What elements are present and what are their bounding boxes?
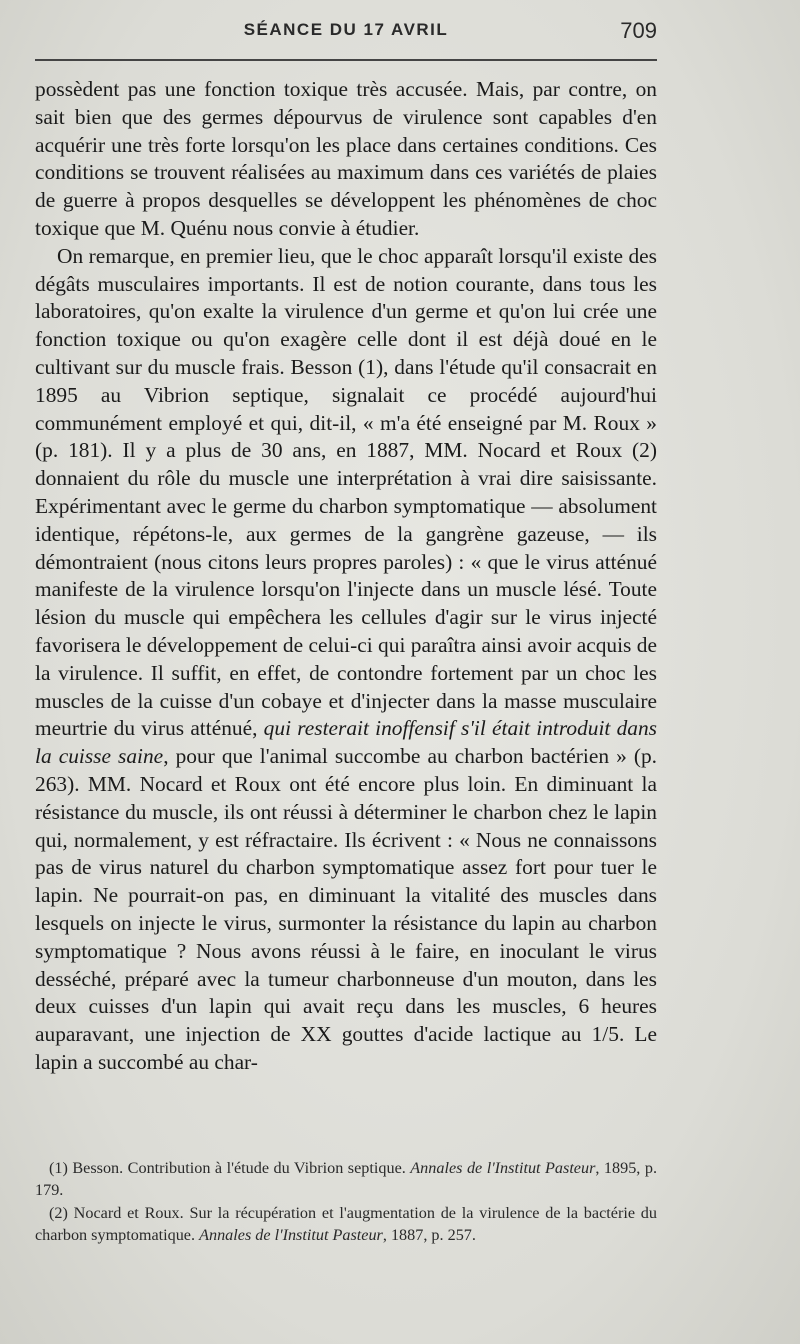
paragraph-1: possèdent pas une fonction toxique très accusée. Mais, par contre, on sait bien que des germes dépourvus de virulence sont capables d'en acquérir une très forte lorsqu'on les place dans certaines conditions. Ces conditions se trouvent réalisées au maximum dans ces variétés de plaies de guerre à propos desquelles se développent les phénomènes de choc toxique que M. Quénu nous convie à étudier. xyxy=(35,77,657,240)
footnote-2 xyxy=(35,1202,657,1247)
footnote-1-text-a: (1) Besson. Contribution à l'étude du Vibrion septique. xyxy=(49,1159,411,1177)
footnote-1 xyxy=(35,1157,657,1202)
body-text xyxy=(35,76,657,1077)
page-number: 709 xyxy=(620,18,657,43)
footnote-2-text-b: , 1887, p. 257. xyxy=(382,1226,476,1245)
paragraph-2-italic-quote: qui resterait inoffensif s'il était introduit dans la cuisse saine xyxy=(35,716,657,769)
footnote-2-text-a: (2) Nocard et Roux. Sur la récupération et l'augmentation de la virulence de la bactérie du charbon symptomatique. xyxy=(35,1203,657,1245)
header-rule xyxy=(35,59,657,61)
footnote-1-journal: Annales de l'Institut Pasteur xyxy=(410,1159,596,1177)
paragraph-2-text-b: , pour que l'animal succombe au charbon bactérien » (p. 263). MM. Nocard et Roux ont été encore plus loin. En diminuant la résistance du muscle, ils ont réussi à déterminer le charbon chez le lapin qui, normalement, y est réfractaire. Ils écrivent : « Nous ne connaissons pas de virus naturel du charbon symptomatique assez fort pour tuer le lapin. Ne pourrait-on pas, en diminuant la vitalité des muscles dans lesquels on injecte le virus, surmonter la résistance du lapin au charbon symptomatique ? Nous avons réussi à le faire, en inoculant le virus desséché, préparé avec la tumeur charbonneuse d'un mouton, dans les deux cuisses d'un lapin qui avait reçu dans les muscles, 6 heures auparavant, une injection de XX gouttes d'acide lactique au 1/5. Le lapin a succombé au char- xyxy=(35,744,657,1074)
paragraph-2 xyxy=(35,243,657,1077)
paragraph-2-text-a: On remarque, en premier lieu, que le choc apparaît lorsqu'il existe des dégâts musculaires importants. Il est de notion courante, dans tous les laboratoires, qu'on exalte la virulence d'un germe et qu'on lui crée une fonction toxique ou qu'on exagère celle dont il est déjà doué en le cultivant sur du muscle frais. Besson (1), dans l'étude qu'il consacrait en 1895 au Vibrion septique, signalait ce procédé aujourd'hui communément employé et qui, dit-il, « m'a été enseigné par M. Roux » (p. 181). Il y a plus de 30 ans, en 1887, MM. Nocard et Roux (2) donnaient du rôle du muscle une interprétation à vrai dire saisissante. Expérimentant avec le germe du charbon symptomatique — absolument identique, répétons-le, aux germes de la gangrène gazeuse, — ils démontraient (nous citons leurs propres paroles) : « que le virus atténué manifeste de la virulence lorsqu'on l'injecte dans un muscle lésé. Toute lésion du muscle qui empêchera les cellules d'agir sur le virus injecté favorisera le développement de celui-ci qui paraîtra ainsi avoir acquis de la virulence. Il suffit, en effet, de contondre fortement par un choc les muscles de la cuisse d'un cobaye et d'injecter dans la masse musculaire meurtrie du virus atténué, xyxy=(35,243,657,741)
running-title: SÉANCE DU 17 AVRIL xyxy=(243,20,449,39)
footnote-2-journal: Annales de l'Institut Pasteur xyxy=(199,1226,383,1245)
footnote-1-text-b: , 1895, p. 179. xyxy=(35,1159,657,1200)
page-header xyxy=(35,18,657,48)
footnotes xyxy=(35,1157,657,1247)
